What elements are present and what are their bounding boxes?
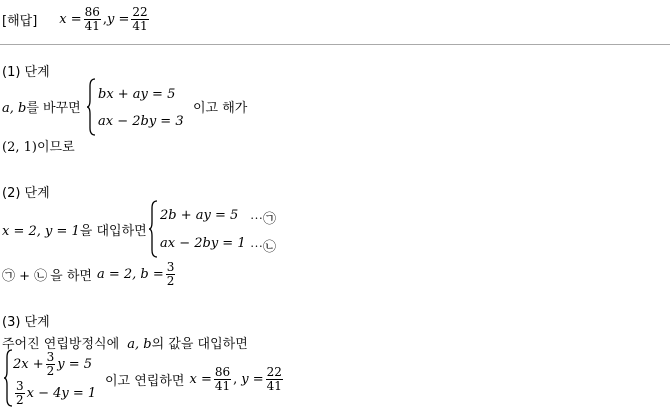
step3-eq1: 2x + $\frac{3}{2}$ y = 5: [13, 349, 93, 378]
step2-title: (2) 단계: [2, 186, 50, 201]
answer-x-fraction: $\frac{86}{41}$: [84, 4, 100, 33]
answer-line: [2, 2, 151, 36]
answer-x-eq: x =: [59, 11, 82, 27]
step2-eq2-tag: ⋯㉡: [250, 240, 277, 255]
step1-lead: a, b를 바꾸면: [2, 101, 81, 116]
step2-sum-line: ㉠ + ㉡ 을 하면 a = 2, b = $\frac{3}{2}$: [2, 259, 175, 288]
step2-eq1: 2b + ay = 5: [160, 208, 239, 223]
step2-b-fraction: $\frac{3}{2}$: [166, 259, 175, 288]
step2-brace: [149, 200, 159, 258]
answer-label: [해답]: [2, 13, 38, 29]
step1-brace: [87, 78, 97, 136]
step1-eq2: ax − 2by = 3: [98, 114, 184, 129]
step1-title: (1) 단계: [2, 65, 50, 80]
step1-point-line: (2, 1)이므로: [2, 140, 75, 155]
step2-eq1-tag: ⋯㉠: [250, 212, 277, 227]
answer-y-eq: y =: [107, 11, 130, 27]
divider: [0, 44, 670, 45]
step1-eq1: bx + ay = 5: [98, 87, 176, 102]
answer-sep: ,: [102, 11, 108, 27]
answer-y-fraction: $\frac{22}{41}$: [132, 4, 148, 33]
step2-lead: x = 2, y = 1을 대입하면: [2, 224, 147, 239]
step2-eq2: ax − 2by = 1: [160, 236, 246, 251]
step3-eq2: $\frac{3}{2}$ x − 4y = 1: [16, 378, 97, 407]
step3-title: (3) 단계: [2, 315, 50, 330]
step3-lead: 주어진 연립방정식에 a, b의 값을 대입하면: [2, 337, 248, 352]
step3-result: 이고 연립하면 x = $\frac{86}{41}$ , y = $\frac{22}{41}$: [105, 364, 282, 393]
step1-tail: 이고 해가: [193, 101, 248, 116]
